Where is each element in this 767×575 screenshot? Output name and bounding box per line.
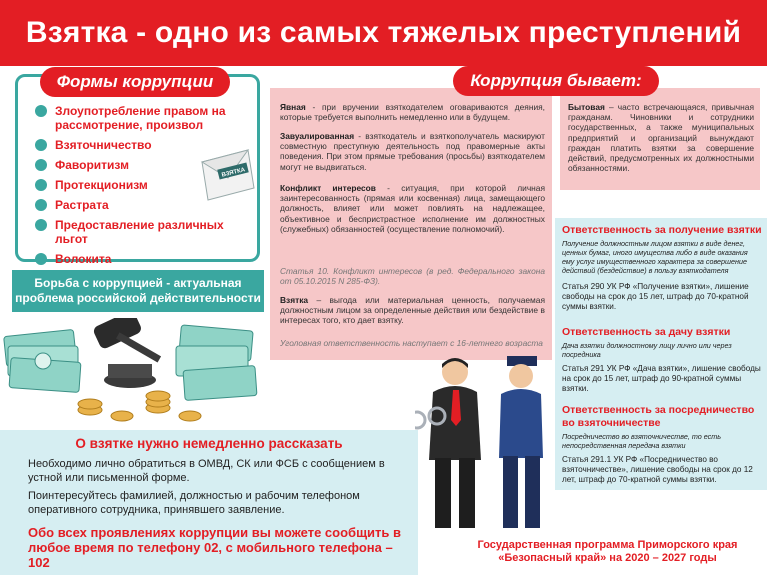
report-paragraph: Поинтересуйтесь фамилией, должностью и рабочим телефоном оперативного сотрудника, принявшего заявление. bbox=[28, 490, 360, 516]
bullet-icon bbox=[35, 179, 47, 191]
bullet-icon bbox=[35, 139, 47, 151]
give-desc: Дача взятки должностному лицу лично или через посредника bbox=[562, 341, 732, 359]
envelope-icon bbox=[198, 144, 258, 204]
age-note: Уголовная ответственность наступает с 16-летнего возраста bbox=[280, 338, 543, 348]
list-item: Волокита bbox=[35, 252, 255, 266]
report-paragraph: Необходимо лично обратиться в ОМВД, СК или ФСБ с сообщением в устной или письменной форме. bbox=[28, 458, 385, 484]
banknote-stack-icon bbox=[4, 329, 81, 392]
gavel-icon bbox=[92, 318, 161, 388]
arrest-illustration bbox=[415, 350, 560, 540]
mediation-heading: Ответственность за посредничество во взяточничестве bbox=[562, 404, 755, 429]
fight-banner: Борьба с коррупцией - актуальная проблема российской действительности bbox=[12, 270, 264, 312]
police-officer-icon bbox=[499, 356, 543, 528]
footer-program: Государственная программа Приморского края «Безопасный край» на 2020 – 2027 годы bbox=[477, 539, 738, 564]
types-title: Коррупция бывает: bbox=[453, 66, 659, 96]
list-item: Протекционизм bbox=[35, 178, 255, 192]
bullet-icon bbox=[35, 199, 47, 211]
bullet-icon bbox=[35, 159, 47, 171]
veiled-text: Завуалированная - взяткодатель и взяткополучатель маскируют совместную преступную деятельность под правомерные акты поведения. При этом прямые требования (просьбы) взяткодателем могут не выдвигаться. bbox=[280, 131, 545, 172]
explicit-text: Явная - при вручении взяткодателем оговариваются деяния, которые требуется выполнить немедленно или в будущем. bbox=[280, 102, 545, 123]
bullet-icon bbox=[35, 219, 47, 231]
mediation-article: Статья 291.1 УК РФ «Посредничество во взяточничестве», лишение свободы на срок до 12 лет, штраф до 70-кратной суммы взятки. bbox=[562, 455, 753, 484]
receive-article: Статья 290 УК РФ «Получение взятки», лишение свободы на срок до 15 лет, штраф до 70-кратной суммы взятки. bbox=[562, 282, 749, 311]
conflict-text: Конфликт интересов - ситуация, при которой личная заинтересованность (прямая или косвенная) лица, замещающего должность, влияет или может повлиять на надлежащее, объективное и беспристрастное исполнение им должностных (служебных) обязанностей (осуществление полномочий). bbox=[280, 183, 545, 234]
list-item: Предоставление различных льгот bbox=[35, 218, 255, 246]
give-article: Статья 291 УК РФ «Дача взятки», лишение свободы на срок до 15 лет, штраф до 90-кратной суммы взятки. bbox=[562, 364, 761, 393]
list-item: Взяточничество bbox=[35, 138, 255, 152]
mediation-desc: Посредничество во взяточничестве, то есть непосредственная передача взятки bbox=[562, 432, 722, 450]
bullet-icon bbox=[35, 253, 47, 265]
bribe-text: Взятка – выгода или материальная ценность, получаемая должностным лицом за определенные действия или бездействие в интересах того, кто дает взятку. bbox=[280, 295, 545, 326]
page-title: Взятка - одно из самых тяжелых преступлений bbox=[0, 0, 767, 66]
bullet-icon bbox=[35, 105, 47, 117]
list-item: Фаворитизм bbox=[35, 158, 255, 172]
banknote-stack-icon bbox=[176, 325, 257, 401]
article-note: Статья 10. Конфликт интересов (в ред. Федерального закона от 05.10.2015 N 285-ФЗ). bbox=[280, 266, 545, 287]
list-item: Растрата bbox=[35, 198, 255, 212]
coin-stack-icon bbox=[78, 391, 201, 421]
list-item: Злоупотребление правом на рассмотрение, произвол bbox=[35, 104, 255, 132]
receive-desc: Получение должностным лицом взятки в виде денег, ценных бумаг, иного имущества либо в виде оказания ему услуг имущественного характера за совершение действий (бездействие) в пользу взяткодателя bbox=[562, 239, 748, 275]
receive-heading: Ответственность за получение взятки bbox=[562, 224, 762, 236]
report-title: О взятке нужно немедленно рассказать bbox=[75, 436, 343, 451]
forms-title: Формы коррупции bbox=[40, 67, 230, 97]
envelope-label: ВЗЯТКА bbox=[221, 167, 246, 179]
household-text: Бытовая – часто встречающаяся, привычная гражданам. Чиновники и сотрудники государственных, а также муниципальных предприятий и организаций вынуждают граждан платить взятки за совершение действий, предусмотренных их должностными обязанностями. bbox=[568, 102, 754, 174]
give-heading: Ответственность за дачу взятки bbox=[562, 326, 731, 338]
report-phone: Обо всех проявлениях коррупции вы можете сообщить в любое время по телефону 02, с мобильного телефона – 102 bbox=[28, 525, 402, 570]
arrested-man-icon bbox=[429, 358, 481, 528]
money-gavel-illustration bbox=[0, 318, 265, 428]
